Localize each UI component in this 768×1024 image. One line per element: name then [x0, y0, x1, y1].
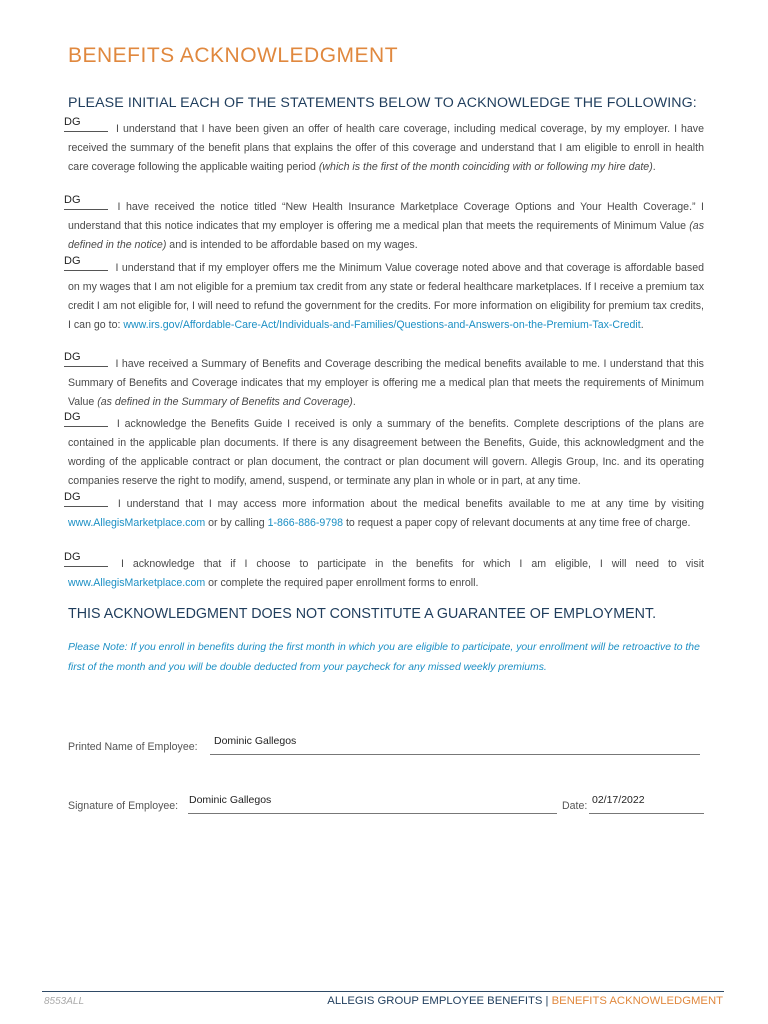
initials-value: DG	[64, 491, 81, 503]
statement-4	[64, 351, 704, 412]
statement-text: I understand that if my employer offers me the Minimum Value coverage noted above and that coverage is affordable based on my wages that I am not eligible for a premium tax credit from any state or federal healthcare marketplaces. If I receive a premium tax credit I am not eligible for, I will need to refund the government for the credits. For more information on eligibility for premium tax credits, I can go to:	[68, 262, 704, 331]
statement-italic: (as defined in the notice)	[68, 220, 704, 251]
statement-1	[64, 116, 704, 177]
statement-tail: and is intended to be affordable based on my wages.	[166, 239, 418, 251]
statement-italic: (as defined in the Summary of Benefits and Coverage)	[97, 396, 353, 408]
statement-mid: or by calling	[205, 517, 268, 529]
footer-right-text: BENEFITS ACKNOWLEDGMENT	[551, 995, 723, 1007]
statement-text: I acknowledge the Benefits Guide I received is only a summary of the benefits. Complete descriptions of the plans are contained in the applicable plan documents. If there is any disagreement between the Benefits, Guide, this acknowledgment and the wording of the applicable contract or plan document, the contract or plan document will govern. Allegis Group, Inc. and its operating companies reserve the right to modify, amend, suspend, or terminate any plan in whole or in part, at any time.	[68, 418, 704, 487]
initials-field[interactable]	[64, 551, 108, 567]
statement-text: I acknowledge that if I choose to participate in the benefits for which I am eligible, I will need to visit	[120, 558, 704, 570]
statement-2	[64, 194, 705, 255]
statement-3	[64, 255, 704, 335]
statement-tail: or complete the required paper enrollment forms to enroll.	[205, 577, 479, 589]
statement-text: I understand that I may access more information about the medical benefits available to me at any time by visiting	[117, 498, 704, 510]
statement-tail: .	[652, 161, 656, 173]
printed-name-row	[68, 735, 708, 760]
marketplace-link[interactable]: www.AllegisMarketplace.com	[68, 517, 206, 529]
statement-tail: .	[640, 319, 644, 331]
initials-value: DG	[64, 116, 81, 128]
statement-6	[64, 491, 704, 533]
initials-field[interactable]	[64, 255, 108, 271]
document-title: BENEFITS ACKNOWLEDGMENT	[68, 44, 399, 67]
initials-field[interactable]	[64, 491, 108, 507]
statement-italic: (which is the first of the month coinciding with or following my hire date)	[318, 161, 653, 173]
printed-name-value: Dominic Gallegos	[214, 735, 297, 747]
guarantee-heading: THIS ACKNOWLEDGMENT DOES NOT CONSTITUTE A GUARANTEE OF EMPLOYMENT.	[68, 606, 657, 622]
initials-value: DG	[64, 551, 81, 563]
form-code: 8553ALL	[44, 996, 85, 1007]
initials-field[interactable]	[64, 411, 108, 427]
please-note: Please Note: If you enroll in benefits during the first month in which you are eligible to participate, your enrollment will be retroactive to the first of the month and you will be double deducted from your paycheck for any missed weekly premiums.	[68, 642, 700, 673]
initials-field[interactable]	[64, 194, 108, 210]
footer-divider	[42, 991, 724, 992]
phone-link[interactable]: 1-866-886-9798	[267, 517, 344, 529]
initials-value: DG	[64, 351, 81, 363]
signature-row	[68, 794, 708, 819]
instruction-heading: PLEASE INITIAL EACH OF THE STATEMENTS BELOW TO ACKNOWLEDGE THE FOLLOWING:	[68, 95, 697, 111]
statement-tail: to request a paper copy of relevant documents at any time free of charge.	[343, 517, 691, 529]
signature-value: Dominic Gallegos	[189, 794, 272, 806]
footer-separator: |	[542, 995, 552, 1007]
statement-7	[64, 551, 704, 593]
statement-text: I have received the notice titled “New Health Insurance Marketplace Coverage Options and Your Health Coverage.” I understand that this notice indicates that my employer is offering me a medical plan that meets the requirements of Minimum Value	[68, 201, 705, 232]
initials-field[interactable]	[64, 116, 108, 132]
irs-link[interactable]: www.irs.gov/Affordable-Care-Act/Individuals-and-Families/Questions-and-Answers-on-the-Premium-Tax-Credit	[123, 319, 641, 331]
signature-label: Signature of Employee:	[68, 800, 179, 812]
statement-tail: .	[352, 396, 356, 408]
statement-text: I understand that I have been given an offer of health care coverage, including medical coverage, by my employer. I have received the summary of the benefit plans that explains the offer of this coverage and understand that I am eligible to enroll in health care coverage following the applicable waiting period	[68, 123, 704, 173]
printed-name-label: Printed Name of Employee:	[68, 741, 198, 753]
initials-value: DG	[64, 255, 81, 267]
statement-text: I have received a Summary of Benefits and Coverage describing the medical benefits available to me. I understand that this Summary of Benefits and Coverage indicates that my employer is offering me a medical plan that meets the requirements of Minimum Value	[68, 358, 704, 408]
initials-value: DG	[64, 411, 81, 423]
date-value: 02/17/2022	[592, 794, 645, 806]
footer-title	[327, 995, 723, 1007]
initials-value: DG	[64, 194, 81, 206]
date-label: Date:	[562, 800, 588, 812]
footer-left-text: ALLEGIS GROUP EMPLOYEE BENEFITS	[327, 995, 543, 1007]
initials-field[interactable]	[64, 351, 108, 367]
statement-5	[64, 411, 704, 491]
marketplace-link[interactable]: www.AllegisMarketplace.com	[68, 577, 206, 589]
